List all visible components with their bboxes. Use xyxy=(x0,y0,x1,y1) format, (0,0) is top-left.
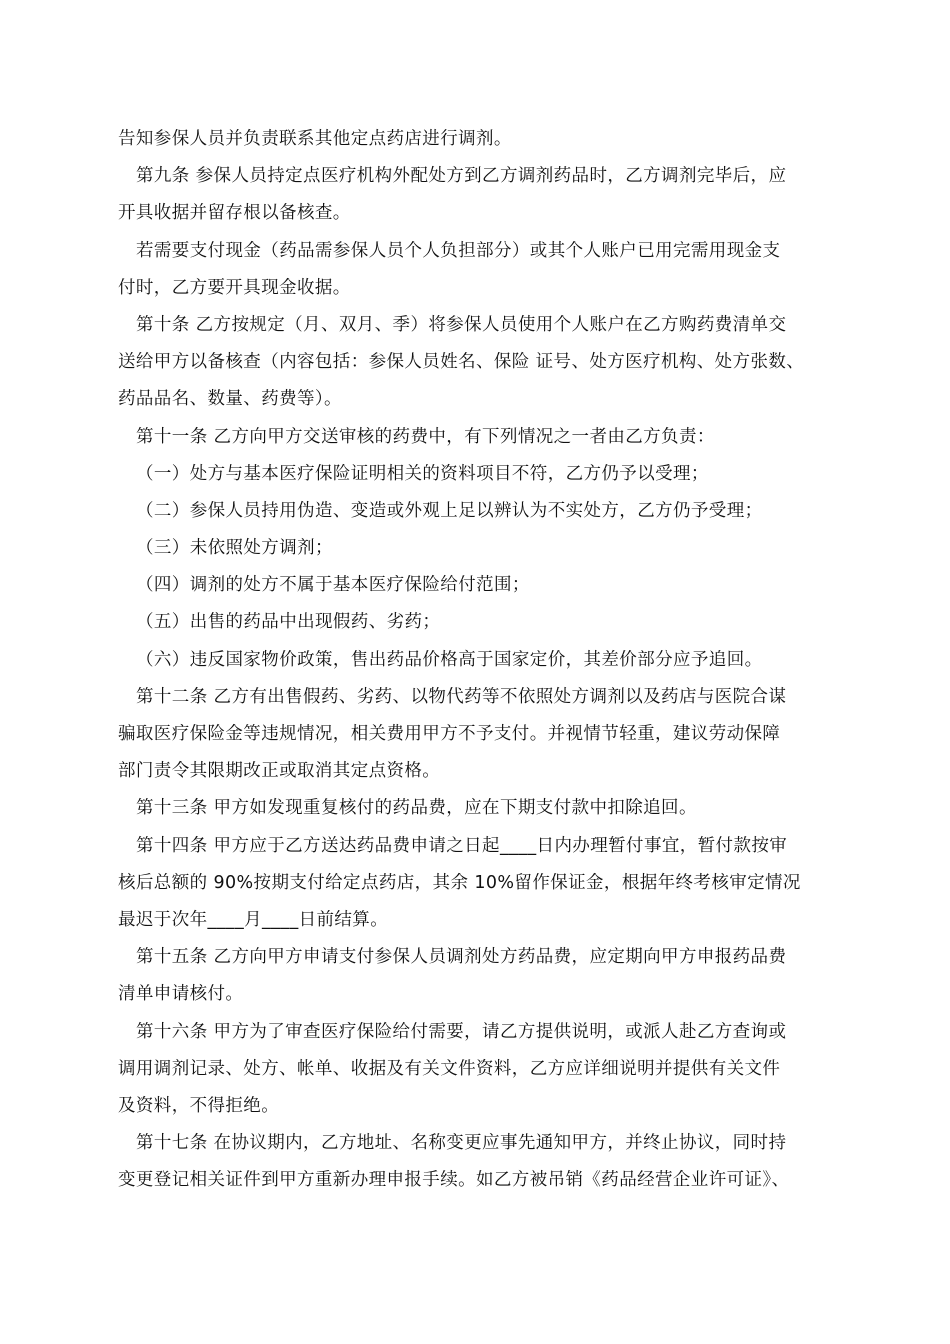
text-line: 开具收据并留存根以备核查。 xyxy=(118,203,351,224)
list-item: （三）未依照处方调剂； xyxy=(136,538,333,559)
list-item: （四）调剂的处方不属于基本医疗保险给付范围； xyxy=(136,575,530,596)
text-line: 付时，乙方要开具现金收据。 xyxy=(118,277,351,298)
text-line: 调用调剂记录、处方、帐单、收据及有关文件资料，乙方应详细说明并提供有关文件 xyxy=(118,1058,781,1079)
paragraph-first-line: 第十七条 在协议期内，乙方地址、名称变更应事先通知甲方，并终止协议，同时持 xyxy=(136,1133,787,1154)
text-line: 清单申请核付。 xyxy=(118,984,244,1005)
text-line: 最迟于次年____月____日前结算。 xyxy=(118,909,389,930)
list-item: （六）违反国家物价政策，售出药品价格高于国家定价，其差价部分应予追回。 xyxy=(136,649,763,670)
paragraph-first-line: 第十六条 甲方为了审查医疗保险给付需要，请乙方提供说明，或派人赴乙方查询或 xyxy=(136,1021,787,1042)
paragraph-first-line: 第十一条 乙方向甲方交送审核的药费中，有下列情况之一者由乙方负责： xyxy=(136,426,715,447)
text-line: 送给甲方以备核查（内容包括：参保人员姓名、保险 证号、处方医疗机构、处方张数、 xyxy=(118,352,805,373)
paragraph-first-line: 第十三条 甲方如发现重复核付的药品费，应在下期支付款中扣除追回。 xyxy=(136,798,697,819)
text-line: 及资料，不得拒绝。 xyxy=(118,1095,280,1116)
paragraph-first-line: 若需要支付现金（药品需参保人员个人负担部分）或其个人账户已用完需用现金支 xyxy=(136,240,781,261)
list-item: （二）参保人员持用伪造、变造或外观上足以辨认为不实处方，乙方仍予受理； xyxy=(136,500,763,521)
text-line: 告知参保人员并负责联系其他定点药店进行调剂。 xyxy=(118,129,512,149)
document-body xyxy=(118,121,848,1199)
list-item: （五）出售的药品中出现假药、劣药； xyxy=(136,612,441,633)
text-line: 变更登记相关证件到甲方重新办理申报手续。如乙方被吊销《药品经营企业许可证》、 xyxy=(118,1170,790,1191)
paragraph-first-line: 第十四条 甲方应于乙方送达药品费申请之日起____日内办理暂付事宜，暂付款按审 xyxy=(136,835,788,856)
list-item: （一）处方与基本医疗保险证明相关的资料项目不符，乙方仍予以受理； xyxy=(136,463,709,484)
paragraph-first-line: 第九条 参保人员持定点医疗机构外配处方到乙方调剂药品时，乙方调剂完毕后，应 xyxy=(136,166,787,187)
text-line: 核后总额的 90%按期支付给定点药店，其余 10%留作保证金，根据年终考核审定情况 xyxy=(118,872,801,893)
paragraph-first-line: 第十条 乙方按规定（月、双月、季）将参保人员使用个人账户在乙方购药费清单交 xyxy=(136,314,787,335)
text-line: 部门责令其限期改正或取消其定点资格。 xyxy=(118,761,441,782)
paragraph-first-line: 第十二条 乙方有出售假药、劣药、以物代药等不依照处方调剂以及药店与医院合谋 xyxy=(136,686,787,707)
paragraph-first-line: 第十五条 乙方向甲方申请支付参保人员调剂处方药品费，应定期向甲方申报药品费 xyxy=(136,947,787,968)
text-line: 药品品名、数量、药费等）。 xyxy=(118,389,342,410)
text-line: 骗取医疗保险金等违规情况，相关费用甲方不予支付。并视情节轻重，建议劳动保障 xyxy=(118,724,781,744)
